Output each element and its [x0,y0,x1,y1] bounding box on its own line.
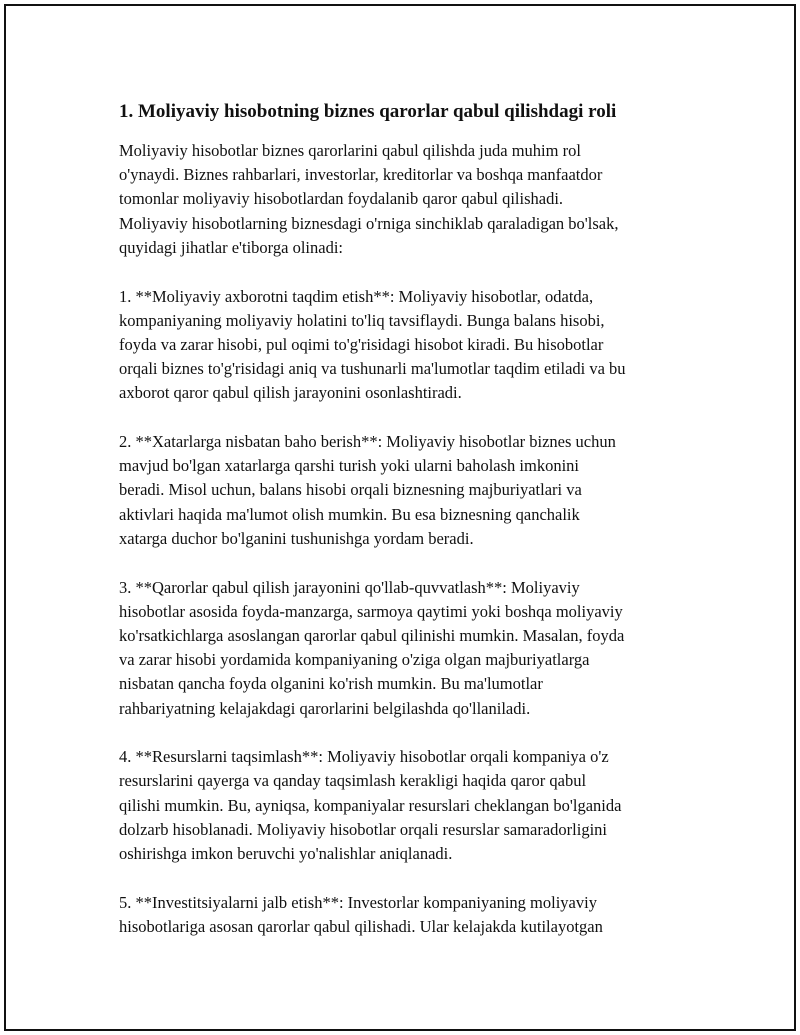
section-2-paragraph: 2. **Xatarlarga nisbatan baho berish**: Moliyaviy hisobotlar biznes uchun mavjud bo'lgan xatarlarga qarshi turish yoki ularni baholash imkonini beradi. Misol uchun, balans hisobi orqali biznesning majburiyatlari va aktivlari haqida ma'lumot olish mumkin. Bu esa biznesning qanchalik xatarga duchor bo'lganini tushunishga yordam beradi. [119,432,616,548]
document-title: 1. Moliyaviy hisobotning biznes qarorlar qabul qilishdagi roli [119,101,617,122]
page-frame [4,4,796,1031]
section-3-paragraph: 3. **Qarorlar qabul qilish jarayonini qo'llab-quvvatlash**: Moliyaviy hisobotlar asosida foyda-manzarga, sarmoya qaytimi yoki boshqa moliyaviy ko'rsatkichlarga asoslangan qarorlar qabul qilinishi mumkin. Masalan, foyda va zarar hisobi yordamida kompaniyaning o'ziga olgan majburiyatlarga nisbatan qancha foyda olganini ko'rish mumkin. Bu ma'lumotlar rahbariyatning kelajakdagi qarorlarini belgilashda qo'llaniladi. [119,577,625,718]
section-5-paragraph: 5. **Investitsiyalarni jalb etish**: Investorlar kompaniyaning moliyaviy hisobotlariga asosan qarorlar qabul qilishadi. Ular kelajakda kutilayotgan [119,892,603,936]
document-body [119,98,709,964]
section-1-paragraph: 1. **Moliyaviy axborotni taqdim etish**: Moliyaviy hisobotlar, odatda, kompaniyaning moliyaviy holatini to'liq tavsiflaydi. Bunga balans hisobi, foyda va zarar hisobi, pul oqimi to'g'risidagi hisobot kiradi. Bu hisobotlar orqali biznes to'g'risidagi aniq va tushunarli ma'lumotlar taqdim etiladi va bu axborot qaror qabul qilish jarayonini osonlashtiradi. [119,286,626,403]
section-4-paragraph: 4. **Resurslarni taqsimlash**: Moliyaviy hisobotlar orqali kompaniya o'z resurslarini qayerga va qanday taqsimlash kerakligi haqida qaror qabul qilishi mumkin. Bu, ayniqsa, kompaniyalar resurslari cheklangan bo'lganida dolzarb hisoblanadi. Moliyaviy hisobotlar orqali resurslar samaradorligini oshirishga imkon beruvchi yo'nalishlar aniqlanadi. [119,747,622,864]
intro-paragraph: Moliyaviy hisobotlar biznes qarorlarini qabul qilishda juda muhim rol o'ynaydi. Biznes rahbarlari, investorlar, kreditorlar va boshqa manfaatdor tomonlar moliyaviy hisobotlardan foydalanib qaror qabul qilishadi. Moliyaviy hisobotlarning biznesdagi o'rniga sinchiklab qaraladigan bo'lsak, quyidagi jihatlar e'tiborga olinadi: [119,141,619,257]
